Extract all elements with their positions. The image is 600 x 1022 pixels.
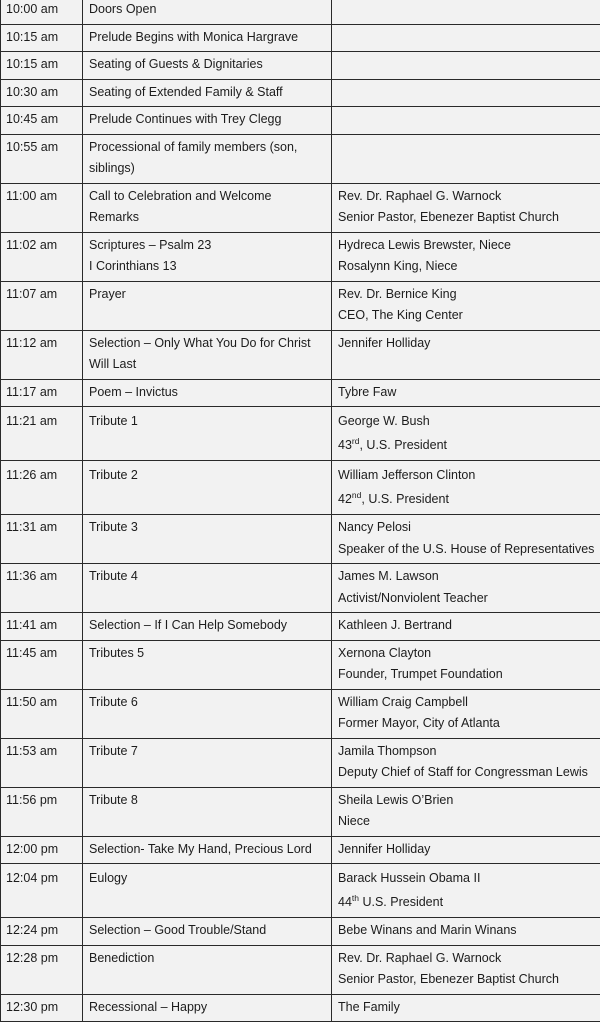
event-line: Processional of family members (son, <box>89 137 325 159</box>
event-line: Tribute 8 <box>89 790 325 812</box>
speaker-line: Sheila Lewis O’Brien <box>338 790 600 812</box>
event-cell <box>83 994 332 1022</box>
event-line: Tribute 6 <box>89 692 325 714</box>
time-cell: 11:00 am <box>1 183 83 232</box>
schedule-row <box>1 689 600 738</box>
speaker-line: Founder, Trumpet Foundation <box>338 664 600 686</box>
event-cell <box>83 79 332 107</box>
schedule-row <box>1 836 600 864</box>
event-line: Seating of Guests & Dignitaries <box>89 54 325 76</box>
event-line: Doors Open <box>89 0 325 21</box>
event-cell <box>83 564 332 613</box>
event-cell <box>83 945 332 994</box>
time-cell: 10:45 am <box>1 107 83 135</box>
schedule-row <box>1 52 600 80</box>
speaker-cell <box>332 79 600 107</box>
speaker-line: Activist/Nonviolent Teacher <box>338 588 600 610</box>
event-cell <box>83 52 332 80</box>
speaker-line <box>338 890 600 914</box>
event-line: Tribute 4 <box>89 566 325 588</box>
speaker-cell <box>332 183 600 232</box>
event-line: Poem – Invictus <box>89 382 325 404</box>
speaker-line: Bebe Winans and Marin Winans <box>338 920 600 942</box>
schedule-row <box>1 330 600 379</box>
schedule-row <box>1 613 600 641</box>
ordinal-number: 44 <box>338 895 352 909</box>
time-cell: 11:41 am <box>1 613 83 641</box>
speaker-line: Hydreca Lewis Brewster, Niece <box>338 235 600 257</box>
time-cell: 12:00 pm <box>1 836 83 864</box>
schedule-row <box>1 945 600 994</box>
speaker-line: Rev. Dr. Raphael G. Warnock <box>338 186 600 208</box>
time-cell: 11:21 am <box>1 407 83 461</box>
speaker-cell <box>332 564 600 613</box>
speaker-line: Nancy Pelosi <box>338 517 600 539</box>
schedule-row <box>1 183 600 232</box>
title-text: U.S. President <box>359 895 443 909</box>
event-cell <box>83 918 332 946</box>
time-cell: 11:31 am <box>1 515 83 564</box>
speaker-line: George W. Bush <box>338 409 600 433</box>
schedule-row <box>1 994 600 1022</box>
title-text: , U.S. President <box>359 438 447 452</box>
speaker-line: Deputy Chief of Staff for Congressman Lewis <box>338 762 600 784</box>
schedule-row <box>1 787 600 836</box>
time-cell: 11:36 am <box>1 564 83 613</box>
schedule-row <box>1 232 600 281</box>
schedule-row <box>1 281 600 330</box>
speaker-cell <box>332 994 600 1022</box>
title-text: , U.S. President <box>361 492 449 506</box>
event-line: Tribute 3 <box>89 517 325 539</box>
speaker-line: Jennifer Holliday <box>338 839 600 861</box>
time-cell: 11:56 pm <box>1 787 83 836</box>
event-line: Tributes 5 <box>89 643 325 665</box>
event-line: Selection – Only What You Do for Christ <box>89 333 325 355</box>
schedule-row <box>1 407 600 461</box>
schedule-row <box>1 515 600 564</box>
event-line: Prelude Continues with Trey Clegg <box>89 109 325 131</box>
speaker-cell <box>332 918 600 946</box>
event-line: Scriptures – Psalm 23 <box>89 235 325 257</box>
schedule-row <box>1 918 600 946</box>
event-line: Benediction <box>89 948 325 970</box>
speaker-line <box>338 487 600 511</box>
speaker-line: Rev. Dr. Raphael G. Warnock <box>338 948 600 970</box>
event-line: Selection – Good Trouble/Stand <box>89 920 325 942</box>
speaker-cell <box>332 738 600 787</box>
time-cell: 11:17 am <box>1 379 83 407</box>
schedule-body <box>1 0 600 1022</box>
event-line: Recessional – Happy <box>89 997 325 1019</box>
time-cell: 11:07 am <box>1 281 83 330</box>
event-cell <box>83 281 332 330</box>
speaker-line: Tybre Faw <box>338 382 600 404</box>
ordinal-suffix: nd <box>352 490 361 500</box>
event-cell <box>83 787 332 836</box>
event-line: Prayer <box>89 284 325 306</box>
speaker-line <box>338 433 600 457</box>
schedule-row <box>1 0 600 24</box>
time-cell: 12:28 pm <box>1 945 83 994</box>
speaker-line: Former Mayor, City of Atlanta <box>338 713 600 735</box>
event-cell <box>83 330 332 379</box>
ordinal-suffix: th <box>352 893 359 903</box>
event-cell <box>83 689 332 738</box>
event-line: siblings) <box>89 158 325 180</box>
speaker-cell <box>332 232 600 281</box>
speaker-cell <box>332 945 600 994</box>
event-cell <box>83 640 332 689</box>
speaker-cell <box>332 515 600 564</box>
event-cell <box>83 461 332 515</box>
time-cell: 10:30 am <box>1 79 83 107</box>
speaker-line: Senior Pastor, Ebenezer Baptist Church <box>338 207 600 229</box>
time-cell: 11:02 am <box>1 232 83 281</box>
ordinal-number: 43 <box>338 438 352 452</box>
speaker-line: Xernona Clayton <box>338 643 600 665</box>
time-cell: 10:15 am <box>1 24 83 52</box>
speaker-line: James M. Lawson <box>338 566 600 588</box>
speaker-line: Speaker of the U.S. House of Representatives <box>338 539 600 561</box>
schedule-row <box>1 24 600 52</box>
speaker-line: Senior Pastor, Ebenezer Baptist Church <box>338 969 600 991</box>
event-line: Selection- Take My Hand, Precious Lord <box>89 839 325 861</box>
speaker-cell <box>332 281 600 330</box>
event-cell <box>83 24 332 52</box>
event-line: Will Last <box>89 354 325 376</box>
time-cell: 12:24 pm <box>1 918 83 946</box>
schedule-row <box>1 107 600 135</box>
speaker-cell <box>332 640 600 689</box>
schedule-row <box>1 134 600 183</box>
event-cell <box>83 232 332 281</box>
event-line: Seating of Extended Family & Staff <box>89 82 325 104</box>
time-cell: 11:26 am <box>1 461 83 515</box>
schedule-row <box>1 461 600 515</box>
schedule-row <box>1 379 600 407</box>
event-line: Remarks <box>89 207 325 229</box>
event-line: I Corinthians 13 <box>89 256 325 278</box>
time-cell: 10:55 am <box>1 134 83 183</box>
event-line: Selection – If I Can Help Somebody <box>89 615 325 637</box>
event-line: Eulogy <box>89 866 325 890</box>
time-cell: 11:45 am <box>1 640 83 689</box>
schedule-row <box>1 640 600 689</box>
time-cell: 12:04 pm <box>1 864 83 918</box>
event-cell <box>83 183 332 232</box>
schedule-row <box>1 864 600 918</box>
speaker-line: CEO, The King Center <box>338 305 600 327</box>
speaker-cell <box>332 613 600 641</box>
speaker-line: Rev. Dr. Bernice King <box>338 284 600 306</box>
time-cell: 11:50 am <box>1 689 83 738</box>
schedule-row <box>1 564 600 613</box>
speaker-cell <box>332 864 600 918</box>
speaker-cell <box>332 107 600 135</box>
schedule-row <box>1 738 600 787</box>
event-cell <box>83 107 332 135</box>
event-cell <box>83 134 332 183</box>
speaker-cell <box>332 407 600 461</box>
speaker-cell <box>332 24 600 52</box>
speaker-line: Jamila Thompson <box>338 741 600 763</box>
speaker-line: Kathleen J. Bertrand <box>338 615 600 637</box>
event-cell <box>83 515 332 564</box>
speaker-cell <box>332 836 600 864</box>
time-cell: 10:15 am <box>1 52 83 80</box>
time-cell: 12:30 pm <box>1 994 83 1022</box>
time-cell: 10:00 am <box>1 0 83 24</box>
event-cell <box>83 864 332 918</box>
event-cell <box>83 613 332 641</box>
event-line: Call to Celebration and Welcome <box>89 186 325 208</box>
speaker-cell <box>332 134 600 183</box>
speaker-line: William Craig Campbell <box>338 692 600 714</box>
time-cell: 11:53 am <box>1 738 83 787</box>
event-cell <box>83 836 332 864</box>
speaker-line: William Jefferson Clinton <box>338 463 600 487</box>
speaker-line: Niece <box>338 811 600 833</box>
event-line: Prelude Begins with Monica Hargrave <box>89 27 325 49</box>
event-cell <box>83 407 332 461</box>
speaker-line: Rosalynn King, Niece <box>338 256 600 278</box>
event-cell <box>83 0 332 24</box>
event-line: Tribute 7 <box>89 741 325 763</box>
ordinal-suffix: rd <box>352 436 360 446</box>
speaker-cell <box>332 787 600 836</box>
event-line: Tribute 2 <box>89 463 325 487</box>
speaker-cell <box>332 330 600 379</box>
speaker-line: Barack Hussein Obama II <box>338 866 600 890</box>
time-cell: 11:12 am <box>1 330 83 379</box>
schedule-row <box>1 79 600 107</box>
speaker-cell <box>332 0 600 24</box>
speaker-cell <box>332 379 600 407</box>
speaker-cell <box>332 461 600 515</box>
speaker-line: Jennifer Holliday <box>338 333 600 355</box>
ordinal-number: 42 <box>338 492 352 506</box>
event-cell <box>83 738 332 787</box>
event-line: Tribute 1 <box>89 409 325 433</box>
speaker-cell <box>332 689 600 738</box>
event-cell <box>83 379 332 407</box>
speaker-cell <box>332 52 600 80</box>
speaker-line: The Family <box>338 997 600 1019</box>
